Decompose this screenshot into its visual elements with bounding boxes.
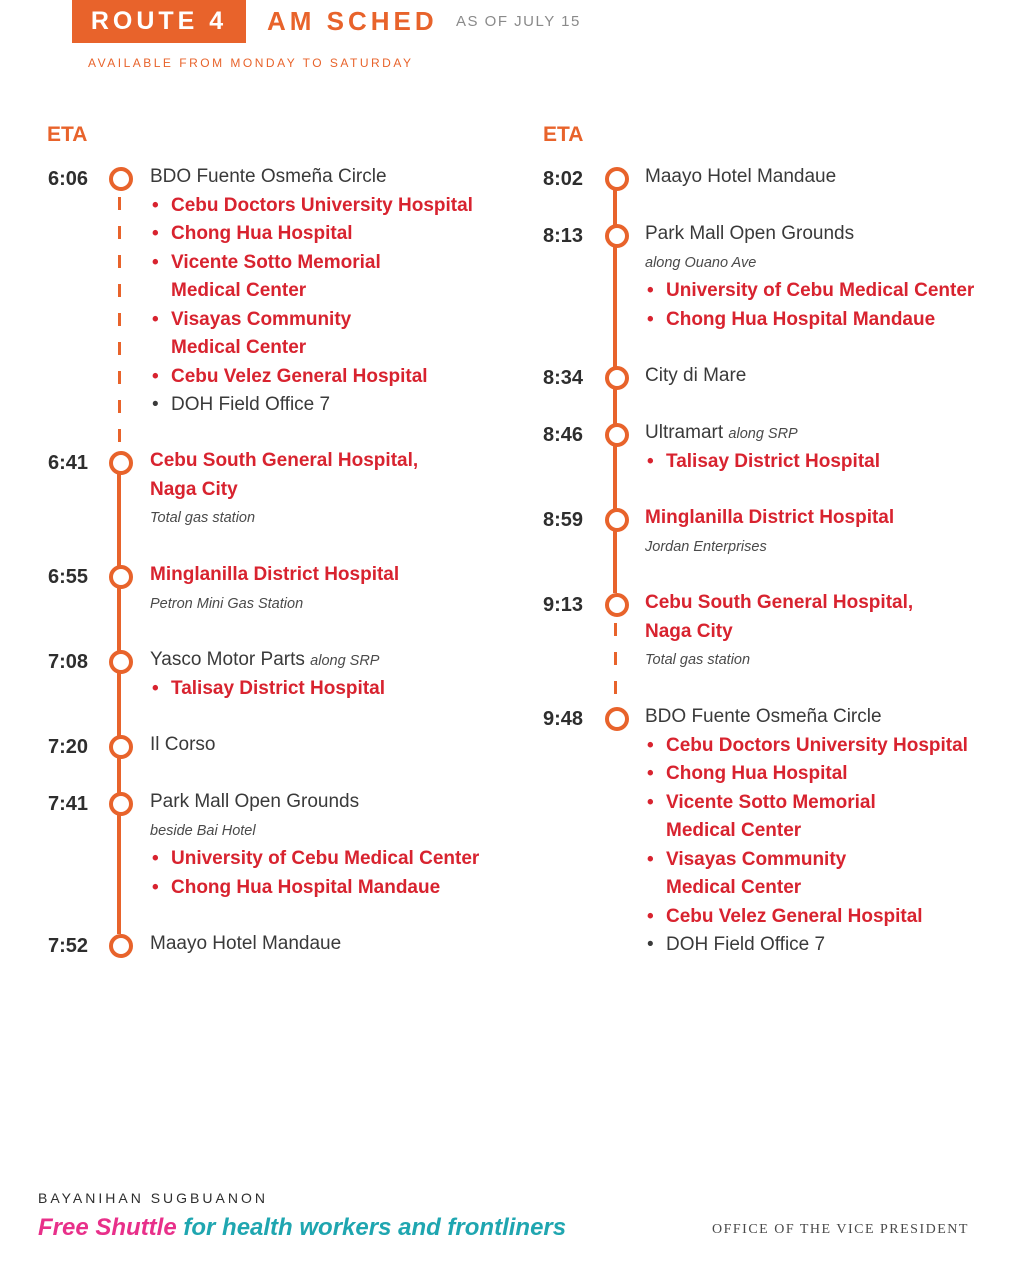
stop-name: BDO Fuente Osmeña Circle bbox=[645, 706, 882, 727]
stop-marker-icon bbox=[109, 650, 133, 674]
stop-time: 7:41 bbox=[47, 793, 88, 815]
stop-time: 8:02 bbox=[542, 168, 583, 190]
stop-name: Maayo Hotel Mandaue bbox=[645, 166, 837, 187]
stop-time: 8:59 bbox=[542, 509, 583, 531]
stop-time: 7:08 bbox=[47, 651, 88, 673]
stop-name: Park Mall Open Grounds bbox=[645, 223, 855, 244]
stop-landmark: Total gas station bbox=[150, 510, 256, 526]
organization-name: BAYANIHAN SUGBUANON bbox=[38, 1190, 268, 1206]
stop-marker-icon bbox=[605, 508, 629, 532]
nearby-item: • Vicente Sotto Memorial Medical Center bbox=[645, 789, 968, 846]
stop-marker-icon bbox=[605, 366, 629, 390]
stop-marker-icon bbox=[109, 167, 133, 191]
stop-name: Maayo Hotel Mandaue bbox=[150, 933, 342, 954]
stop-name: Park Mall Open Grounds bbox=[150, 791, 360, 812]
stop-marker-icon bbox=[605, 593, 629, 617]
nearby-item: • Cebu Velez General Hospital bbox=[150, 363, 473, 392]
stop-time: 6:55 bbox=[47, 566, 88, 588]
nearby-item: • University of Cebu Medical Center bbox=[645, 277, 974, 306]
stop-time: 7:20 bbox=[47, 736, 88, 758]
stop-time: 9:48 bbox=[542, 708, 583, 730]
nearby-list bbox=[645, 448, 880, 477]
nearby-list bbox=[645, 277, 974, 334]
nearby-item: • Chong Hua Hospital bbox=[645, 760, 968, 789]
nearby-list bbox=[645, 732, 968, 960]
stop-name: BDO Fuente Osmeña Circle bbox=[150, 166, 387, 187]
nearby-item: • Cebu Velez General Hospital bbox=[645, 903, 968, 932]
as-of-date: AS OF JULY 15 bbox=[456, 13, 581, 30]
tagline-rest: for health workers and frontliners bbox=[176, 1214, 567, 1241]
nearby-item: • DOH Field Office 7 bbox=[645, 931, 968, 960]
route-line-solid bbox=[117, 471, 121, 934]
eta-label-left: ETA bbox=[47, 123, 88, 146]
stop-name: Cebu South General Hospital, Naga City bbox=[150, 450, 419, 500]
nearby-item: • Vicente Sotto Memorial Medical Center bbox=[150, 249, 473, 306]
nearby-item: • University of Cebu Medical Center bbox=[150, 845, 479, 874]
nearby-item: • Visayas Community Medical Center bbox=[645, 846, 968, 903]
stop-time: 7:52 bbox=[47, 935, 88, 957]
stop-name: Minglanilla District Hospital bbox=[150, 564, 400, 585]
stop-landmark: beside Bai Hotel bbox=[150, 822, 256, 839]
nearby-item: • Cebu Doctors University Hospital bbox=[150, 192, 473, 221]
stop-time: 8:46 bbox=[542, 424, 583, 446]
stop-time: 8:13 bbox=[542, 225, 583, 247]
nearby-list bbox=[150, 845, 479, 902]
stop-name: City di Mare bbox=[645, 365, 747, 386]
stop-landmark: Petron Mini Gas Station bbox=[150, 595, 304, 612]
nearby-list bbox=[150, 192, 473, 420]
availability-note: AVAILABLE FROM MONDAY TO SATURDAY bbox=[88, 56, 414, 70]
stop-landmark: Jordan Enterprises bbox=[645, 538, 767, 555]
nearby-item: • Chong Hua Hospital Mandaue bbox=[150, 874, 479, 903]
stop-along-note: along SRP bbox=[728, 426, 798, 442]
stop-landmark: along Ouano Ave bbox=[645, 254, 757, 271]
schedule-title: AM SCHED bbox=[267, 6, 438, 36]
stop-time: 6:06 bbox=[47, 168, 88, 190]
nearby-item: • Chong Hua Hospital Mandaue bbox=[645, 306, 974, 335]
stop-landmark: Total gas station bbox=[645, 652, 751, 668]
route-line-dashed bbox=[614, 623, 617, 701]
tagline-highlight: Free Shuttle bbox=[38, 1214, 177, 1241]
stop-marker-icon bbox=[109, 792, 133, 816]
stop-marker-icon bbox=[605, 423, 629, 447]
nearby-list bbox=[150, 675, 385, 704]
stop-marker-icon bbox=[109, 735, 133, 759]
stop-time: 6:41 bbox=[47, 452, 88, 474]
nearby-item: • Chong Hua Hospital bbox=[150, 220, 473, 249]
nearby-item: • Talisay District Hospital bbox=[645, 448, 880, 477]
stop-name: Minglanilla District Hospital bbox=[645, 507, 895, 528]
route-badge: ROUTE 4 bbox=[72, 0, 246, 43]
tagline bbox=[38, 1214, 566, 1242]
stop-name: Il Corso bbox=[150, 734, 216, 755]
stop-time: 9:13 bbox=[542, 594, 583, 616]
stop-marker-icon bbox=[605, 167, 629, 191]
stop-marker-icon bbox=[109, 565, 133, 589]
stop-marker-icon bbox=[605, 224, 629, 248]
office-name: OFFICE OF THE VICE PRESIDENT bbox=[712, 1222, 969, 1237]
stop-name: Yasco Motor Parts along SRP bbox=[150, 649, 380, 670]
nearby-item: • Cebu Doctors University Hospital bbox=[645, 732, 968, 761]
eta-label-right: ETA bbox=[543, 123, 584, 146]
stop-marker-icon bbox=[109, 934, 133, 958]
stop-along-note: along SRP bbox=[310, 653, 380, 669]
nearby-item: • DOH Field Office 7 bbox=[150, 391, 473, 420]
stop-marker-icon bbox=[109, 451, 133, 475]
stop-name: Ultramart along SRP bbox=[645, 422, 798, 443]
stop-marker-icon bbox=[605, 707, 629, 731]
nearby-item: • Visayas Community Medical Center bbox=[150, 306, 473, 363]
route-line-dashed bbox=[118, 197, 121, 445]
nearby-item: • Talisay District Hospital bbox=[150, 675, 385, 704]
stop-name: Cebu South General Hospital, Naga City bbox=[645, 592, 914, 642]
stop-time: 8:34 bbox=[542, 367, 583, 389]
